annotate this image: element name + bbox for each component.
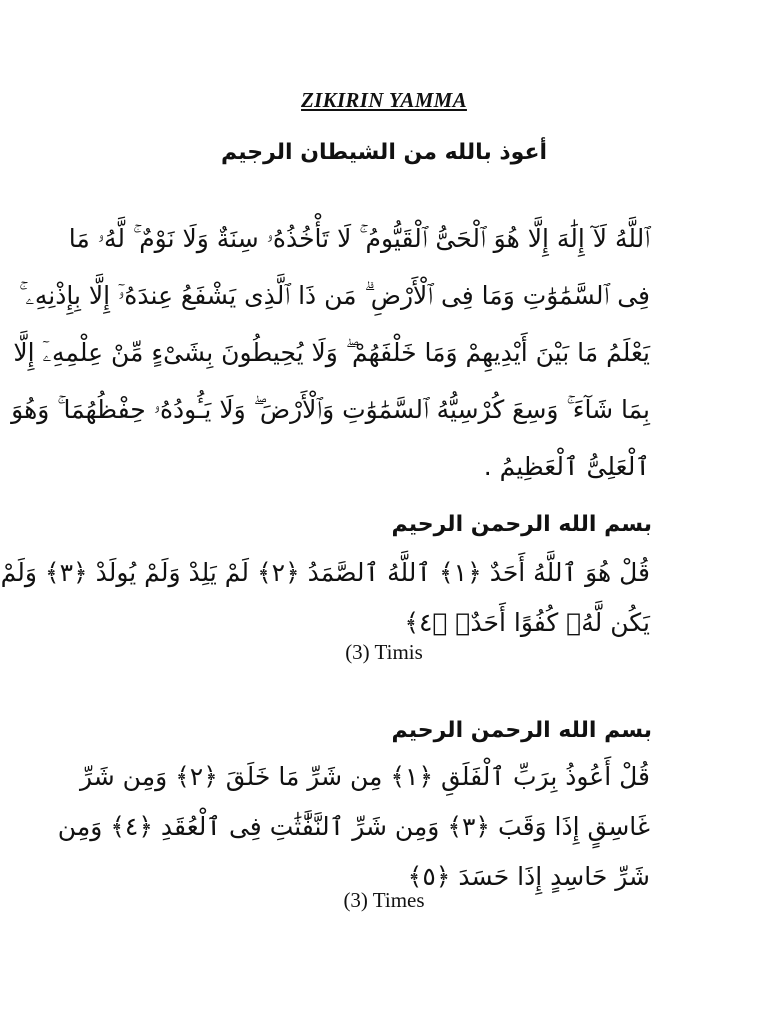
ayat-al-kursi-block [11,210,650,495]
surah-falaq-block [57,752,650,902]
taawwudh-heading: أعوذ بالله من الشيطان الرجيم [220,140,548,165]
basmala-heading: بسم الله الرحمن الرحيم [391,718,652,743]
verse-line: ٱلْعَلِىُّ ٱلْعَظِيمُ . [483,452,650,481]
verse-line: ٱللَّهُ لَآ إِلَٰهَ إِلَّا هُوَ ٱلْحَىُّ ٱلْقَيُّومُ ۚ لَا تَأْخُذُهُۥ سِنَةٌ وَلَا نَوْمٌ ۚ لَّهُۥ مَا [68,224,650,253]
repeat-count-label: (3) Timis [345,640,423,664]
verse-line: قُلْ هُوَ ٱللَّهُ أَحَدٌ ﴿١﴾ ٱللَّهُ ٱلصَّمَدُ ﴿٢﴾ لَمْ يَلِدْ وَلَمْ يُولَدْ ﴿٣﴾ وَلَمْ [0,558,650,587]
repeat-count-label: (3) Times [343,888,425,912]
verse-line: يَعْلَمُ مَا بَيْنَ أَيْدِيهِمْ وَمَا خَلْفَهُمْ ۖ وَلَا يُحِيطُونَ بِشَىْءٍ مِّنْ عِلْمِهِۦٓ إِلَّا [13,338,650,367]
basmala-heading: بسم الله الرحمن الرحيم [391,512,652,537]
verse-line: غَاسِقٍ إِذَا وَقَبَ ﴿٣﴾ وَمِن شَرِّ ٱلنَّفَّٰثَٰتِ فِى ٱلْعُقَدِ ﴿٤﴾ وَمِن [57,812,650,841]
verse-line: شَرِّ حَاسِدٍ إِذَا حَسَدَ ﴿٥﴾ [407,862,650,891]
verse-line: فِى ٱلسَّمَٰوَٰتِ وَمَا فِى ٱلْأَرْضِ ۗ مَن ذَا ٱلَّذِى يَشْفَعُ عِندَهُۥٓ إِلَّا بِإِذْنِهِۦ ۚ [19,281,650,310]
surah-ikhlas-block [0,548,650,648]
verse-line: قُلْ أَعُوذُ بِرَبِّ ٱلْفَلَقِ ﴿١﴾ مِن شَرِّ مَا خَلَقَ ﴿٢﴾ وَمِن شَرِّ [79,762,650,791]
verse-line: بِمَا شَآءَ ۚ وَسِعَ كُرْسِيُّهُ ٱلسَّمَٰوَٰتِ وَٱلْأَرْضَ ۖ وَلَا يَـُٔودُهُۥ حِفْظُهُمَا ۚ وَهُوَ [11,395,650,424]
verse-line: يَكُن لَّهُۥ كُفُوًا أَحَدٌۢ ﴿٤﴾ [404,608,650,637]
document-title: ZIKIRIN YAMMA [301,88,467,112]
